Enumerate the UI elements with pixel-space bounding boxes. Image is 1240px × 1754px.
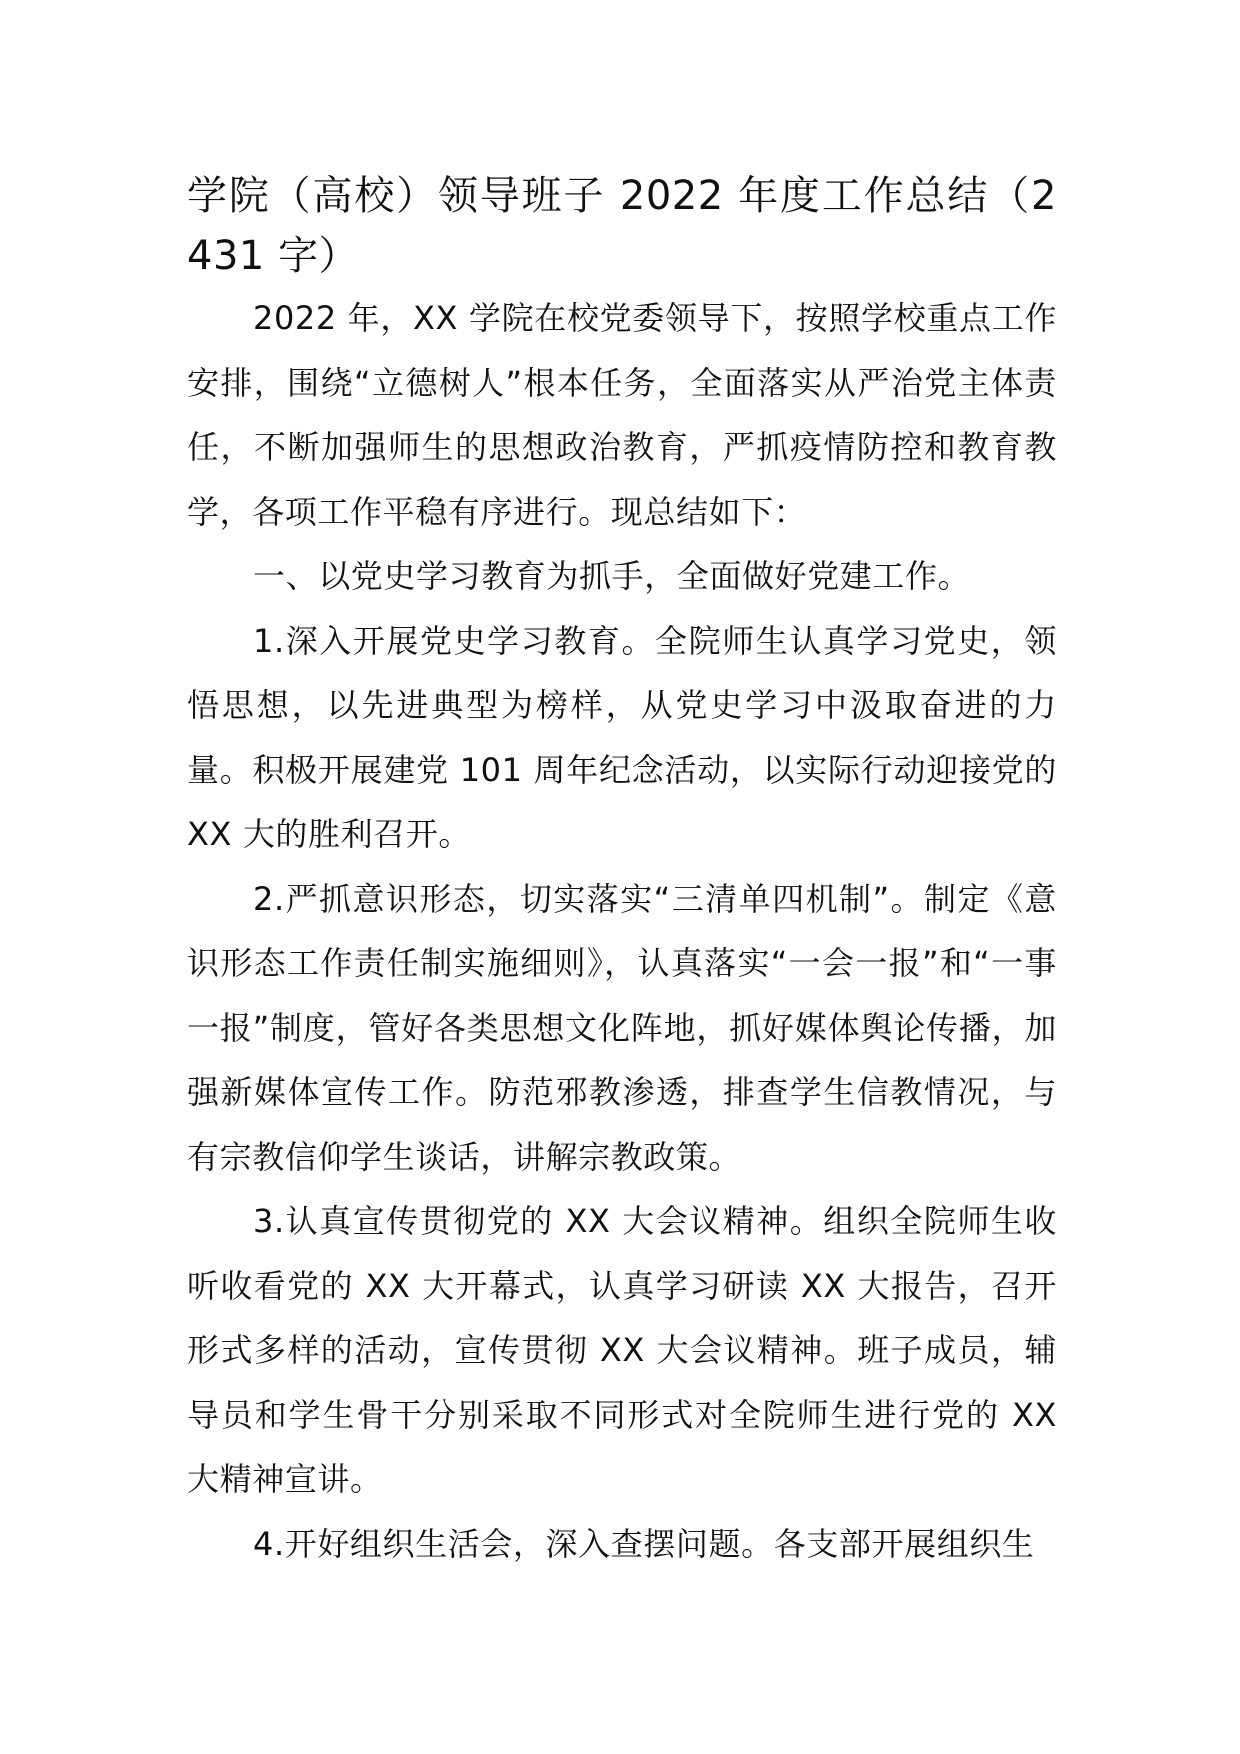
list-item: 4.开好组织生活会，深入查摆问题。各支部开展组织生	[253, 1524, 1035, 1563]
document-title: 学院（高校）领导班子 2022 年度工作总结（2431 字）	[187, 173, 1057, 279]
intro-paragraph: 2022 年，XX 学院在校党委领导下，按照学校重点工作安排，围绕“立德树人”根本任务，全面落实从严治党主体责任，不断加强师生的思想政治教育，严抓疫情防控和教育教学，各项工作平稳有序进行。现总结如下：	[187, 299, 1057, 531]
document-body	[187, 166, 1057, 1576]
list-item: 3.认真宣传贯彻党的 XX 大会议精神。组织全院师生收听收看党的 XX 大开幕式，认真学习研读 XX 大报告，召开形式多样的活动，宣传贯彻 XX 大会议精神。班子成员，辅导员和学生骨干分别采取不同形式对全院师生进行党的 XX 大精神宣讲。	[187, 1202, 1057, 1498]
section-heading: 一、以党史学习教育为抓手，全面做好党建工作。	[253, 557, 971, 595]
list-item: 2.严抓意识形态，切实落实“三清单四机制”。制定《意识形态工作责任制实施细则》，认真落实“一会一报”和“一事一报”制度，管好各类思想文化阵地，抓好媒体舆论传播，加强新媒体宣传工作。防范邪教渗透，排查学生信教情况，与有宗教信仰学生谈话，讲解宗教政策。	[187, 879, 1057, 1176]
list-item: 1.深入开展党史学习教育。全院师生认真学习党史，领悟思想，以先进典型为榜样，从党史学习中汲取奋进的力量。积极开展建党 101 周年纪念活动，以实际行动迎接党的 XX 大的胜利召开。	[187, 621, 1057, 853]
